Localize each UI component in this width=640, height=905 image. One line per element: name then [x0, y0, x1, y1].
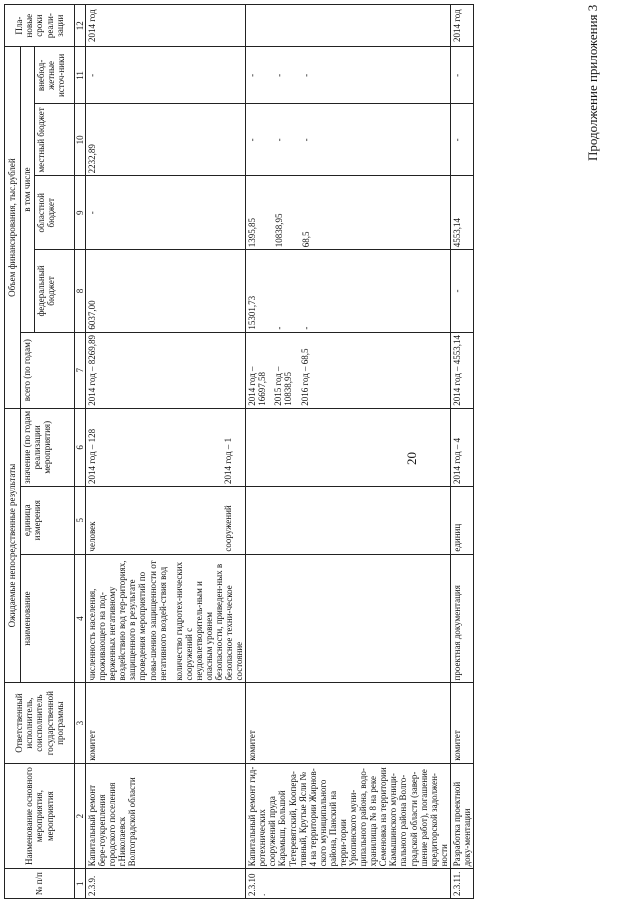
row-federal	[246, 250, 451, 332]
row-result-name: проектная документация	[450, 554, 473, 683]
header-total: всего (по годам)	[21, 332, 75, 408]
row-period: 2014 год	[450, 5, 473, 47]
table-row	[246, 5, 451, 899]
header-regional: областной бюджет	[35, 176, 75, 250]
sub-total: 2016 год – 68,5	[299, 348, 310, 406]
row-regional	[246, 176, 451, 250]
row-result-name	[246, 554, 451, 683]
sub-total: 2014 год – 16697,58	[247, 366, 268, 406]
sub-total: 2015 год – 10838,95	[273, 366, 294, 406]
header-unit: единица измерения	[21, 486, 75, 554]
row-no: 2.3.10.	[246, 869, 451, 899]
header-name: Наименование основного мероприятия, мероприятия	[5, 763, 75, 869]
row-no: 2.3.11.	[450, 869, 473, 899]
row-federal: -	[450, 250, 473, 332]
row-name: Капитальный ремонт гид-ротехнических сооружений пруда Карамыш, Большой Тетеревятский, Коопера-тивный, Крутые Ясли № 4 на территории Жирнов-ского муниципального района, Панский на терри-тории Урюпинского муни-ципального района, водо-хранилища № 8 на реке Семеновка на территории Камышинского муници-пального района Волго-градской области (завер-шение работ), погашение кредиторской задолжен-ности	[246, 763, 451, 869]
row-extrabudget: -	[86, 47, 246, 104]
col-num: 1	[75, 869, 86, 899]
row-local	[246, 104, 451, 176]
header-responsible: Ответственный исполнитель, соисполнитель государственной программы	[5, 683, 75, 763]
row-period: 2014 год	[86, 5, 246, 47]
header-period: Пла-новые сроки реали-зации	[5, 5, 75, 47]
sub-federal: -	[301, 326, 312, 330]
row-extrabudget: -	[450, 47, 473, 104]
col-num: 12	[75, 5, 86, 47]
sub-local: -	[301, 138, 312, 142]
col-num: 11	[75, 47, 86, 104]
header-incl: в том числе	[21, 47, 35, 332]
header-federal: федеральный бюджет	[35, 250, 75, 332]
sub-extrabudget: -	[301, 73, 312, 77]
row-unit	[246, 486, 451, 554]
row-value: 2014 год – 4	[450, 408, 473, 486]
row-responsible: комитет	[450, 683, 473, 763]
appendix-title: Продолжение приложения 3	[585, 4, 600, 161]
page-number: 20	[404, 452, 419, 465]
program-table	[4, 4, 474, 899]
sub-regional: 10838,95	[274, 213, 285, 248]
col-num: 3	[75, 683, 86, 763]
sub-regional: 1395,85	[247, 218, 258, 248]
result1-unit: человек	[87, 521, 98, 552]
result1-value: 2014 год – 128	[87, 428, 98, 484]
sub-local: -	[274, 138, 285, 142]
col-num: 2	[75, 763, 86, 869]
col-num: 6	[75, 408, 86, 486]
row-total: 2014 год – 8269,89	[86, 332, 246, 408]
sub-federal: -	[274, 326, 285, 330]
header-value: значение (по годам реализации мероприятия)	[21, 408, 75, 486]
result2-unit: сооружений	[223, 505, 234, 552]
sub-extrabudget: -	[274, 73, 285, 77]
row-name: Разработка проектной доку-ментации	[450, 763, 473, 869]
row-responsible: комитет	[86, 683, 246, 763]
row-no: 2.3.9.	[86, 869, 246, 899]
row-regional: 4553,14	[450, 176, 473, 250]
row-value	[86, 408, 246, 486]
row-local: -	[450, 104, 473, 176]
row-period	[246, 5, 451, 47]
row-unit: единиц	[450, 486, 473, 554]
table-row	[450, 5, 473, 899]
header-results: Ожидаемые непосредственные результаты	[5, 408, 21, 683]
col-num: 8	[75, 250, 86, 332]
row-extrabudget	[246, 47, 451, 104]
row-value	[246, 408, 451, 486]
sub-local: -	[247, 138, 258, 142]
header-result-name: наименование	[21, 554, 75, 683]
sub-extrabudget: -	[247, 73, 258, 77]
col-num: 10	[75, 104, 86, 176]
row-unit	[86, 486, 246, 554]
col-num: 4	[75, 554, 86, 683]
header-extrabudget: внебюд-жетные источ-ники	[35, 47, 75, 104]
table-row	[86, 5, 246, 899]
col-num: 7	[75, 332, 86, 408]
sub-regional: 68,5	[301, 231, 312, 248]
header-no: № п/п	[5, 869, 75, 899]
row-result-name	[86, 554, 246, 683]
row-total	[246, 332, 451, 408]
col-num: 5	[75, 486, 86, 554]
result2-value: 2014 год – 1	[223, 437, 234, 484]
header-local: местный бюджет	[35, 104, 75, 176]
row-local: 2232,89	[86, 104, 246, 176]
row-federal: 6037,00	[86, 250, 246, 332]
header-finance: Объем финансирования, тыс.рублей	[5, 47, 21, 408]
result2-name: количество гидротех-нических сооружений с неудовлетворитель-ным и опасным уровнем безопасности, приведен-ных в безопасное техни-ческое состояние	[173, 561, 245, 681]
row-regional: -	[86, 176, 246, 250]
result1-name: численность населения, проживающего на под-верженных негативному воздействию вод тер-риториях, защищенного в результате проведения мероприятий по повы-шению защищенности от негативного воздей-ствия вод	[87, 560, 168, 681]
col-num: 9	[75, 176, 86, 250]
row-total: 2014 год – 4553,14	[450, 332, 473, 408]
sub-federal: 15301,73	[247, 295, 258, 330]
row-responsible: комитет	[246, 683, 451, 763]
row-name: Капитальный ремонт бере-гоукрепления городского поселения г.Николаевск Волгоградской области	[86, 763, 246, 869]
